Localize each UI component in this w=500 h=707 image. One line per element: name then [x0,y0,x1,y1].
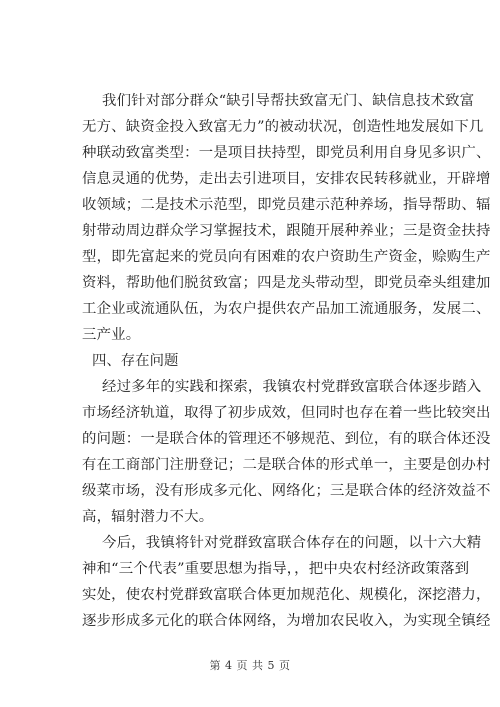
text-line: 级菜市场，没有形成多元化、网络化；三是联合体的经济效益不 [82,483,491,499]
text-line: 逐步形成多元化的联合体网络，为增加农民收入，为实现全镇经 [82,613,491,629]
paragraph-future-plans [82,530,491,634]
text-line: 高，辐射潜力不大。 [82,509,214,525]
text-line: 我们针对部分群众“缺引导帮扶致富无门、缺信息技术致富 [102,93,475,109]
text-line: 收领域；二是技术示范型，即党员建示范种养场，指导帮助、辐 [82,197,491,213]
document-body [82,88,491,634]
text-line: 今后，我镇将针对党群致富联合体存在的问题，以十六大精 [102,535,482,551]
text-line: 经过多年的实践和探索，我镇农村党群致富联合体逐步踏入 [102,379,482,395]
text-line: 实处，使农村党群致富联合体更加规范化、规模化，深挖潜力， [82,587,491,603]
text-line: 市场经济轨道，取得了初步成效，但同时也存在着一些比较突出 [82,405,491,421]
section-heading-problems: 四、存在问题 [92,353,179,369]
paragraph-existing-problems [82,374,491,530]
text-line: 工企业或流通队伍，为农户提供农产品加工流通服务，发展二、 [82,301,491,317]
page-number-footer: 第 4 页 共 5 页 [209,659,291,672]
text-line: 资料，帮助他们脱贫致富；四是龙头带动型，即党员牵头组建加 [82,275,491,291]
text-line: 射带动周边群众学习掌握技术，跟随开展种养业；三是资金扶持 [82,223,491,239]
text-line: 的问题：一是联合体的管理还不够规范、到位，有的联合体还没 [82,431,491,447]
text-line: 信息灵通的优势，走出去引进项目，安排农民转移就业，开辟增 [82,171,491,187]
text-line: 种联动致富类型：一是项目扶持型，即党员利用自身见多识广、 [82,145,491,161]
text-line: 有在工商部门注册登记；二是联合体的形式单一，主要是创办村 [82,457,491,473]
text-line: 无方、缺资金投入致富无力”的被动状况，创造性地发展如下几 [82,119,484,135]
text-line: 神和“三个代表”重要思想为指导，，把中央农村经济政策落到 [82,561,470,577]
paragraph-linked-prosperity-types [82,88,491,348]
text-line: 三产业。 [82,327,141,343]
text-line: 型，即先富起来的党员向有困难的农户资助生产资金，赊购生产 [82,249,491,265]
